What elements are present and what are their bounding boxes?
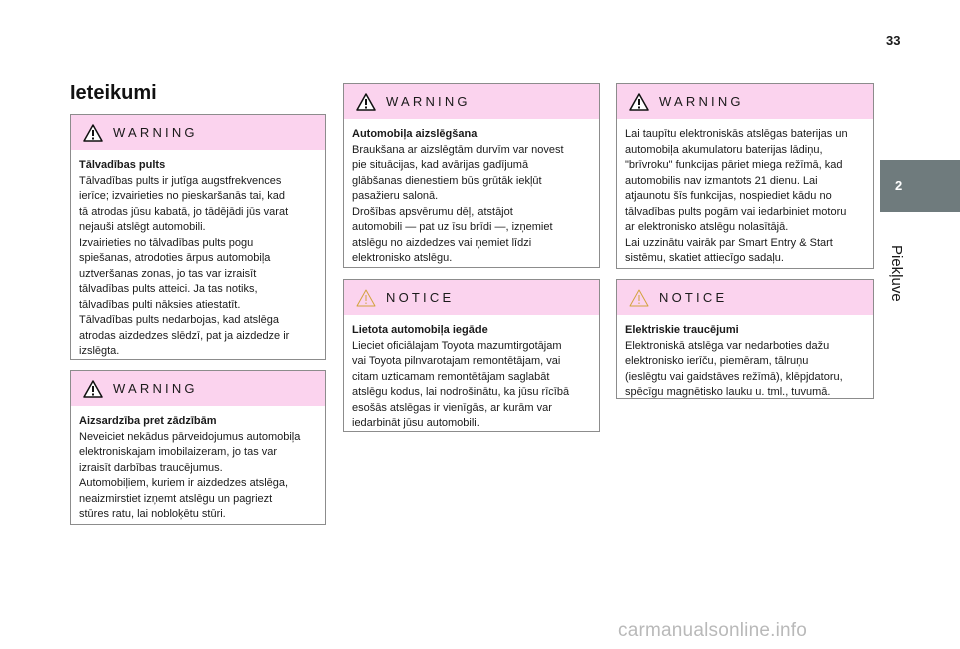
chapter-tab-label: Piekļuve	[888, 245, 905, 302]
warning-body	[71, 406, 325, 531]
warning-lead: Automobiļa aizslēgšana	[352, 128, 478, 140]
notice-triangle-icon	[356, 289, 376, 307]
warning-lead: Tālvadības pults	[79, 159, 166, 171]
warning-triangle-icon	[83, 380, 103, 398]
notice-triangle-icon	[629, 289, 649, 307]
warning-triangle-icon	[629, 93, 649, 111]
notice-title: NOTICE	[659, 290, 728, 305]
warning-text: Braukšana ar aizslēgtām durvīm var novest pie situācijas, kad avārijas gadījumā glābšanas dienestiem būs grūtāk iekļūt pasažieru salonā. Drošības apsvērumu dēļ, atstājot automobili — pat uz īsu brīdi —, izņemiet atslēgu no aizdedzes vai ņemiet līdzi elektronisko atslēgu.	[352, 143, 564, 264]
notice-lead: Elektriskie traucējumi	[625, 324, 739, 336]
warning-box-remote	[70, 114, 326, 360]
notice-box-interference	[616, 279, 874, 399]
page-number: 33	[886, 33, 901, 48]
notice-header	[344, 280, 599, 315]
notice-header	[617, 280, 873, 315]
warning-header	[71, 371, 325, 406]
notice-text: Elektroniskā atslēga var nedarboties dažu elektronisko ierīču, piemēram, tālruņu (ieslēgtu vai gaidstāves režīmā), klēpjdatoru, spēcīgu magnētisko lauku u. tml., tuvumā.	[625, 339, 843, 398]
warning-title: WARNING	[113, 381, 198, 396]
warning-title: WARNING	[113, 125, 198, 140]
warning-header	[344, 84, 599, 119]
warning-body	[71, 150, 325, 368]
warning-triangle-icon	[356, 93, 376, 111]
warning-body	[344, 119, 599, 275]
chapter-tab[interactable]	[880, 160, 960, 212]
chapter-tab-number[interactable]: 2	[895, 178, 903, 193]
notice-body	[344, 315, 599, 440]
warning-box-battery	[616, 83, 874, 269]
warning-body	[617, 119, 873, 275]
warning-text: Lai taupītu elektroniskās atslēgas baterijas un automobiļa akumulatoru baterijas lādiņu, "brīvroku" funkcijas pāriet miega režīmā, kad automobilis nav izmantots 21 dienu. Lai atjaunotu šīs funkcijas, nospiediet kādu no tālvadības pults pogām vai iedarbiniet motoru ar elektronisko atslēgu nolasītājā. Lai uzzinātu vairāk par Smart Entry & Start sistēmu, skatiet attiecīgo sadaļu.	[625, 128, 848, 264]
warning-box-theft	[70, 370, 326, 525]
notice-box-used-car	[343, 279, 600, 432]
notice-body	[617, 315, 873, 409]
warning-title: WARNING	[386, 94, 471, 109]
warning-title: WARNING	[659, 94, 744, 109]
warning-box-locking	[343, 83, 600, 268]
notice-text: Lieciet oficiālajam Toyota mazumtirgotājam vai Toyota pilnvarotajam remontētājam, vai citam uzticamam remontētājam saglabāt atslēgu kodus, lai nodrošinātu, ka jūsu rīcībā esošās atslēgas ir vienīgās, ar kurām var iedarbināt jūsu automobili.	[352, 339, 570, 429]
watermark: carmanualsonline.info	[618, 620, 808, 641]
notice-lead: Lietota automobiļa iegāde	[352, 324, 488, 336]
notice-title: NOTICE	[386, 290, 455, 305]
warning-lead: Aizsardzība pret zādzībām	[79, 415, 217, 427]
warning-triangle-icon	[83, 124, 103, 142]
warning-header	[71, 115, 325, 150]
warning-text: Tālvadības pults ir jutīga augstfrekvences ierīce; izvairieties no pieskaršanās tai, kad tā atrodas jūsu kabatā, jo tādējādi jūs varat nejauši atslēgt automobili. Izvairieties no tālvadības pults pogu spiešanas, atrodoties ārpus automobiļa uztveršanas zonas, jo tas var izraisīt tālvadības pults atteici. Ja tas notiks, tālvadības pulti nāksies atiestatīt. Tālvadības pults nedarbojas, kad atslēga atrodas aizdedzes slēdzī, pat ja aizdedze ir izslēgta.	[79, 174, 290, 357]
warning-header	[617, 84, 873, 119]
warning-text: Neveiciet nekādus pārveidojumus automobiļa elektroniskajam imobilaizeram, jo tas var izraisīt darbības traucējumus. Automobiļiem, kuriem ir aizdedzes atslēga, neaizmirstiet izņemt atslēgu un pagriezt stūres ratu, lai nobloķētu stūri.	[79, 430, 301, 520]
page-heading: Ieteikumi	[70, 82, 157, 104]
